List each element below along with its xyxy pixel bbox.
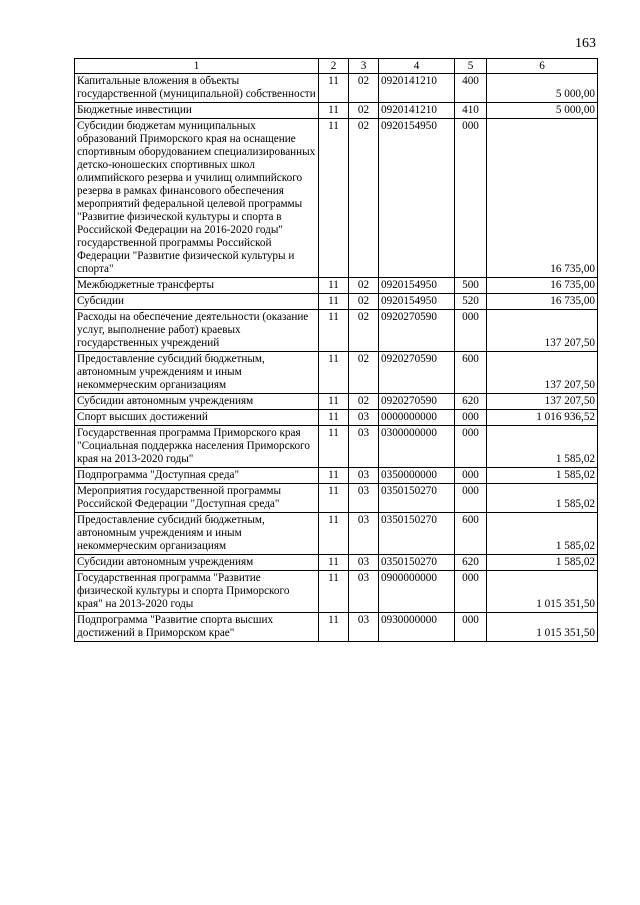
- section-code-cell: 11: [319, 555, 349, 571]
- section-code-cell: 11: [319, 410, 349, 426]
- table-row: [75, 426, 598, 468]
- section-code-cell: 11: [319, 513, 349, 555]
- subsection-code-cell: 03: [349, 410, 379, 426]
- target-item-code-cell: 0350150270: [379, 484, 455, 513]
- subsection-code-cell: 03: [349, 613, 379, 642]
- table-row: [75, 571, 598, 613]
- table-row: [75, 394, 598, 410]
- row-name-cell: Расходы на обеспечение деятельности (оказание услуг, выполнение работ) краевых государственных учреждений: [75, 310, 319, 352]
- table-row: [75, 484, 598, 513]
- target-item-code-cell: 0920154950: [379, 294, 455, 310]
- amount-cell: 1 015 351,50: [487, 571, 598, 613]
- target-item-code-cell: 0920141210: [379, 74, 455, 103]
- target-item-code-cell: 0920270590: [379, 352, 455, 394]
- expense-type-code-cell: 400: [455, 74, 487, 103]
- target-item-code-cell: 0930000000: [379, 613, 455, 642]
- amount-cell: 1 015 351,50: [487, 613, 598, 642]
- table-row: [75, 119, 598, 278]
- target-item-code-cell: 0920270590: [379, 394, 455, 410]
- row-name-cell: Субсидии: [75, 294, 319, 310]
- target-item-code-cell: 0000000000: [379, 410, 455, 426]
- column-header: 4: [379, 59, 455, 74]
- section-code-cell: 11: [319, 294, 349, 310]
- row-name-cell: Подпрограмма "Доступная среда": [75, 468, 319, 484]
- target-item-code-cell: 0900000000: [379, 571, 455, 613]
- expense-type-code-cell: 620: [455, 555, 487, 571]
- section-code-cell: 11: [319, 484, 349, 513]
- budget-table: [74, 58, 598, 642]
- subsection-code-cell: 02: [349, 394, 379, 410]
- subsection-code-cell: 02: [349, 74, 379, 103]
- amount-cell: 5 000,00: [487, 103, 598, 119]
- expense-type-code-cell: 000: [455, 310, 487, 352]
- table-row: [75, 468, 598, 484]
- target-item-code-cell: 0920270590: [379, 310, 455, 352]
- table-row: [75, 74, 598, 103]
- amount-cell: 1 585,02: [487, 468, 598, 484]
- expense-type-code-cell: 600: [455, 352, 487, 394]
- subsection-code-cell: 03: [349, 555, 379, 571]
- row-name-cell: Государственная программа Приморского края "Социальная поддержка населения Приморского края на 2013-2020 годы": [75, 426, 319, 468]
- table-row: [75, 310, 598, 352]
- section-code-cell: 11: [319, 571, 349, 613]
- expense-type-code-cell: 000: [455, 426, 487, 468]
- subsection-code-cell: 02: [349, 103, 379, 119]
- expense-type-code-cell: 000: [455, 484, 487, 513]
- target-item-code-cell: 0350150270: [379, 513, 455, 555]
- section-code-cell: 11: [319, 394, 349, 410]
- row-name-cell: Субсидии автономным учреждениям: [75, 555, 319, 571]
- section-code-cell: 11: [319, 310, 349, 352]
- expense-type-code-cell: 000: [455, 468, 487, 484]
- amount-cell: 1 016 936,52: [487, 410, 598, 426]
- subsection-code-cell: 02: [349, 310, 379, 352]
- target-item-code-cell: 0300000000: [379, 426, 455, 468]
- subsection-code-cell: 02: [349, 294, 379, 310]
- row-name-cell: Государственная программа "Развитие физической культуры и спорта Приморского края" на 2013-2020 годы: [75, 571, 319, 613]
- row-name-cell: Подпрограмма "Развитие спорта высших достижений в Приморском крае": [75, 613, 319, 642]
- expense-type-code-cell: 620: [455, 394, 487, 410]
- amount-cell: 1 585,02: [487, 426, 598, 468]
- expense-type-code-cell: 520: [455, 294, 487, 310]
- subsection-code-cell: 03: [349, 571, 379, 613]
- row-name-cell: Субсидии бюджетам муниципальных образований Приморского края на оснащение спортивным оборудованием специализированных детско-юношеских спортивных школ олимпийского резерва и училищ олимпийского резерва в рамках финансового обеспечения мероприятий федеральной целевой программы "Развитие физической культуры и спорта в Российской Федерации на 2016-2020 годы" государственной программы Российской Федерации "Развитие физической культуры и спорта": [75, 119, 319, 278]
- subsection-code-cell: 02: [349, 352, 379, 394]
- target-item-code-cell: 0920141210: [379, 103, 455, 119]
- amount-cell: 16 735,00: [487, 119, 598, 278]
- table-row: [75, 513, 598, 555]
- expense-type-code-cell: 000: [455, 571, 487, 613]
- amount-cell: 1 585,02: [487, 484, 598, 513]
- target-item-code-cell: 0920154950: [379, 278, 455, 294]
- column-header: 6: [487, 59, 598, 74]
- table-row: [75, 103, 598, 119]
- table-row: [75, 613, 598, 642]
- row-name-cell: Предоставление субсидий бюджетным, автономным учреждениям и иным некоммерческим организациям: [75, 513, 319, 555]
- row-name-cell: Субсидии автономным учреждениям: [75, 394, 319, 410]
- row-name-cell: Межбюджетные трансферты: [75, 278, 319, 294]
- subsection-code-cell: 03: [349, 484, 379, 513]
- amount-cell: 137 207,50: [487, 310, 598, 352]
- column-header: 3: [349, 59, 379, 74]
- section-code-cell: 11: [319, 426, 349, 468]
- table-row: [75, 555, 598, 571]
- subsection-code-cell: 02: [349, 119, 379, 278]
- expense-type-code-cell: 600: [455, 513, 487, 555]
- row-name-cell: Мероприятия государственной программы Российской Федерации "Доступная среда": [75, 484, 319, 513]
- row-name-cell: Предоставление субсидий бюджетным, автономным учреждениям и иным некоммерческим организациям: [75, 352, 319, 394]
- table-row: [75, 278, 598, 294]
- amount-cell: 1 585,02: [487, 513, 598, 555]
- amount-cell: 16 735,00: [487, 294, 598, 310]
- expense-type-code-cell: 500: [455, 278, 487, 294]
- amount-cell: 1 585,02: [487, 555, 598, 571]
- section-code-cell: 11: [319, 119, 349, 278]
- expense-type-code-cell: 000: [455, 410, 487, 426]
- section-code-cell: 11: [319, 278, 349, 294]
- section-code-cell: 11: [319, 103, 349, 119]
- subsection-code-cell: 03: [349, 426, 379, 468]
- target-item-code-cell: 0350000000: [379, 468, 455, 484]
- section-code-cell: 11: [319, 74, 349, 103]
- subsection-code-cell: 02: [349, 278, 379, 294]
- amount-cell: 5 000,00: [487, 74, 598, 103]
- subsection-code-cell: 03: [349, 513, 379, 555]
- expense-type-code-cell: 000: [455, 119, 487, 278]
- page-number: 163: [575, 36, 596, 51]
- target-item-code-cell: 0920154950: [379, 119, 455, 278]
- target-item-code-cell: 0350150270: [379, 555, 455, 571]
- amount-cell: 137 207,50: [487, 352, 598, 394]
- column-header: 2: [319, 59, 349, 74]
- section-code-cell: 11: [319, 468, 349, 484]
- table-header-row: [75, 59, 598, 74]
- row-name-cell: Капитальные вложения в объекты государственной (муниципальной) собственности: [75, 74, 319, 103]
- table-row: [75, 352, 598, 394]
- column-header: 1: [75, 59, 319, 74]
- expense-type-code-cell: 410: [455, 103, 487, 119]
- amount-cell: 137 207,50: [487, 394, 598, 410]
- subsection-code-cell: 03: [349, 468, 379, 484]
- section-code-cell: 11: [319, 613, 349, 642]
- row-name-cell: Бюджетные инвестиции: [75, 103, 319, 119]
- amount-cell: 16 735,00: [487, 278, 598, 294]
- expense-type-code-cell: 000: [455, 613, 487, 642]
- table-row: [75, 294, 598, 310]
- section-code-cell: 11: [319, 352, 349, 394]
- row-name-cell: Спорт высших достижений: [75, 410, 319, 426]
- column-header: 5: [455, 59, 487, 74]
- table-row: [75, 410, 598, 426]
